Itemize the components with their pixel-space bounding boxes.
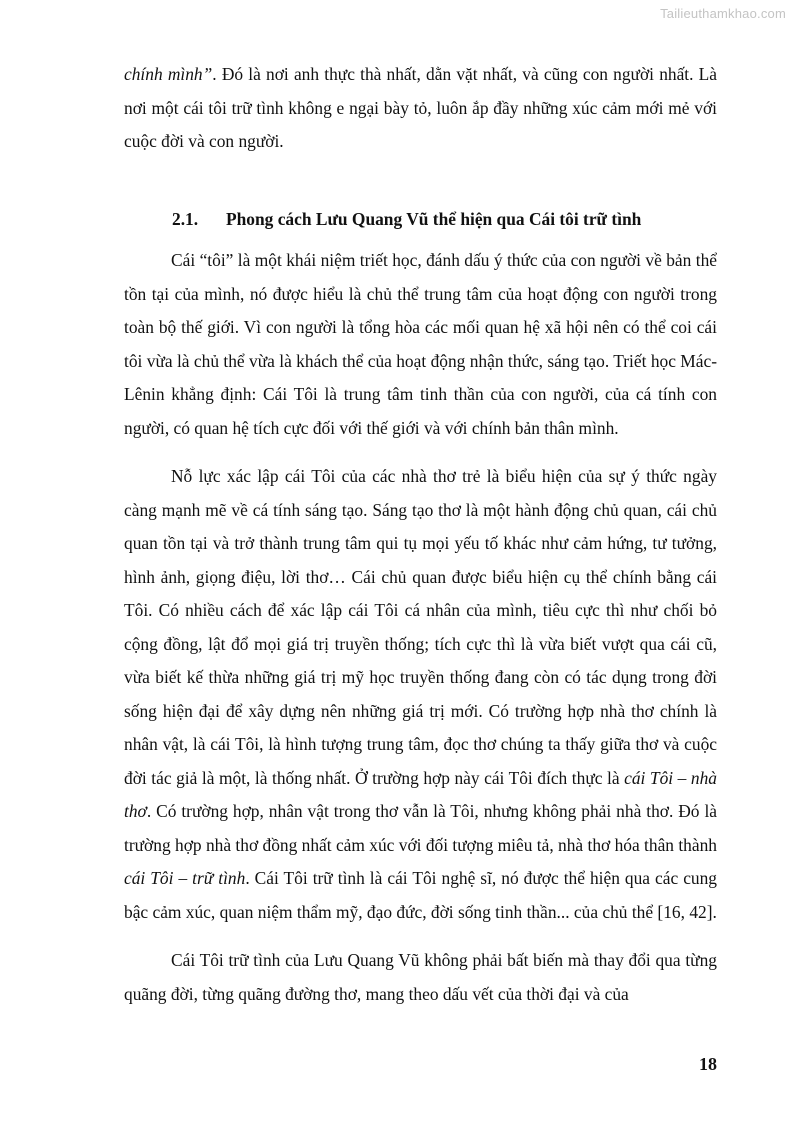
paragraph-text: Nỗ lực xác lập cái Tôi của các nhà thơ trẻ là biểu hiện của sự ý thức ngày càng mạnh mẽ về cá tính sáng tạo. Sáng tạo thơ là một hành động chủ quan, cái chủ quan tồn tại và trở thành trung tâm qui tụ mọi yếu tố khác như cảm hứng, tư tưởng, hình ảnh, giọng điệu, lời thơ… Cái chủ quan được biểu hiện cụ thể chính bằng cái Tôi. Có nhiều cách để xác lập cái Tôi cá nhân của mình, tiêu cực thì như chối bỏ cộng đồng, lật đổ mọi giá trị truyền thống; tích cực thì là vừa biết vượt qua cái cũ, vừa biết kế thừa những giá trị mỹ học truyền thống đang còn có tác dụng trong đời sống hiện đại để xây dựng nên những giá trị mới. Có trường hợp nhà thơ chính là nhân vật, là cái Tôi, là hình tượng trung tâm, đọc thơ chúng ta thấy giữa thơ và cuộc đời tác giả là một, là thống nhất. Ở trường hợp này cái Tôi đích thực là: [124, 466, 717, 788]
section-heading: [172, 203, 717, 237]
paragraph-text: . Có trường hợp, nhân vật trong thơ vẫn là Tôi, nhưng không phải nhà thơ. Đó là trường hợp nhà thơ đồng nhất cảm xúc với đối tượng miêu tả, nhà thơ hóa thân thành: [124, 801, 717, 855]
section-number: 2.1.: [172, 208, 199, 229]
intro-text: . Đó là nơi anh thực thà nhất, dằn vặt nhất, và cũng con người nhất. Là nơi một cái tôi trữ tình không e ngại bày tỏ, luôn ắp đầy những xúc cảm mới mẻ với cuộc đời và con người.: [124, 64, 718, 151]
watermark: Tailieuthamkhao.com: [660, 6, 786, 21]
section-title: Phong cách Lưu Quang Vũ thể hiện qua Cái tôi trữ tình: [226, 208, 642, 229]
paragraph-xac-lap-cai-toi: [124, 460, 717, 929]
paragraph-cai-toi-definition: Cái “tôi” là một khái niệm triết học, đánh dấu ý thức của con người về bản thể tồn tại của mình, nó được hiểu là chủ thể trung tâm của hoạt động con người trong toàn bộ thế giới. Vì con người là tổng hòa các mối quan hệ xã hội nên có thể coi cái tôi vừa là chủ thể vừa là khách thể của hoạt động nhận thức, sáng tạo. Triết học Mác-Lênin khẳng định: Cái Tôi là trung tâm tinh thần của con người, của cá tính con người, có quan hệ tích cực đối với thế giới và với chính bản thân mình.: [124, 250, 717, 438]
italic-term: cái Tôi – trữ tình: [124, 868, 246, 888]
paragraph-text: . Cái Tôi trữ tình là cái Tôi nghệ sĩ, nó được thể hiện qua các cung bậc cảm xúc, quan niệm thẩm mỹ, đạo đức, đời sống tinh thần... của chủ thể [16, 42].: [124, 868, 718, 922]
intro-paragraph: [124, 58, 717, 159]
document-body: [124, 58, 717, 1026]
page-number: 18: [699, 1054, 717, 1074]
paragraph-cai-toi-luu-quang-vu: Cái Tôi trữ tình của Lưu Quang Vũ không phải bất biến mà thay đổi qua từng quãng đời, từng quãng đường thơ, mang theo dấu vết của thời đại và của: [124, 950, 717, 1004]
intro-italic-lead: chính mình”: [124, 64, 213, 84]
italic-term: cái Tôi – nhà thơ: [124, 767, 717, 821]
